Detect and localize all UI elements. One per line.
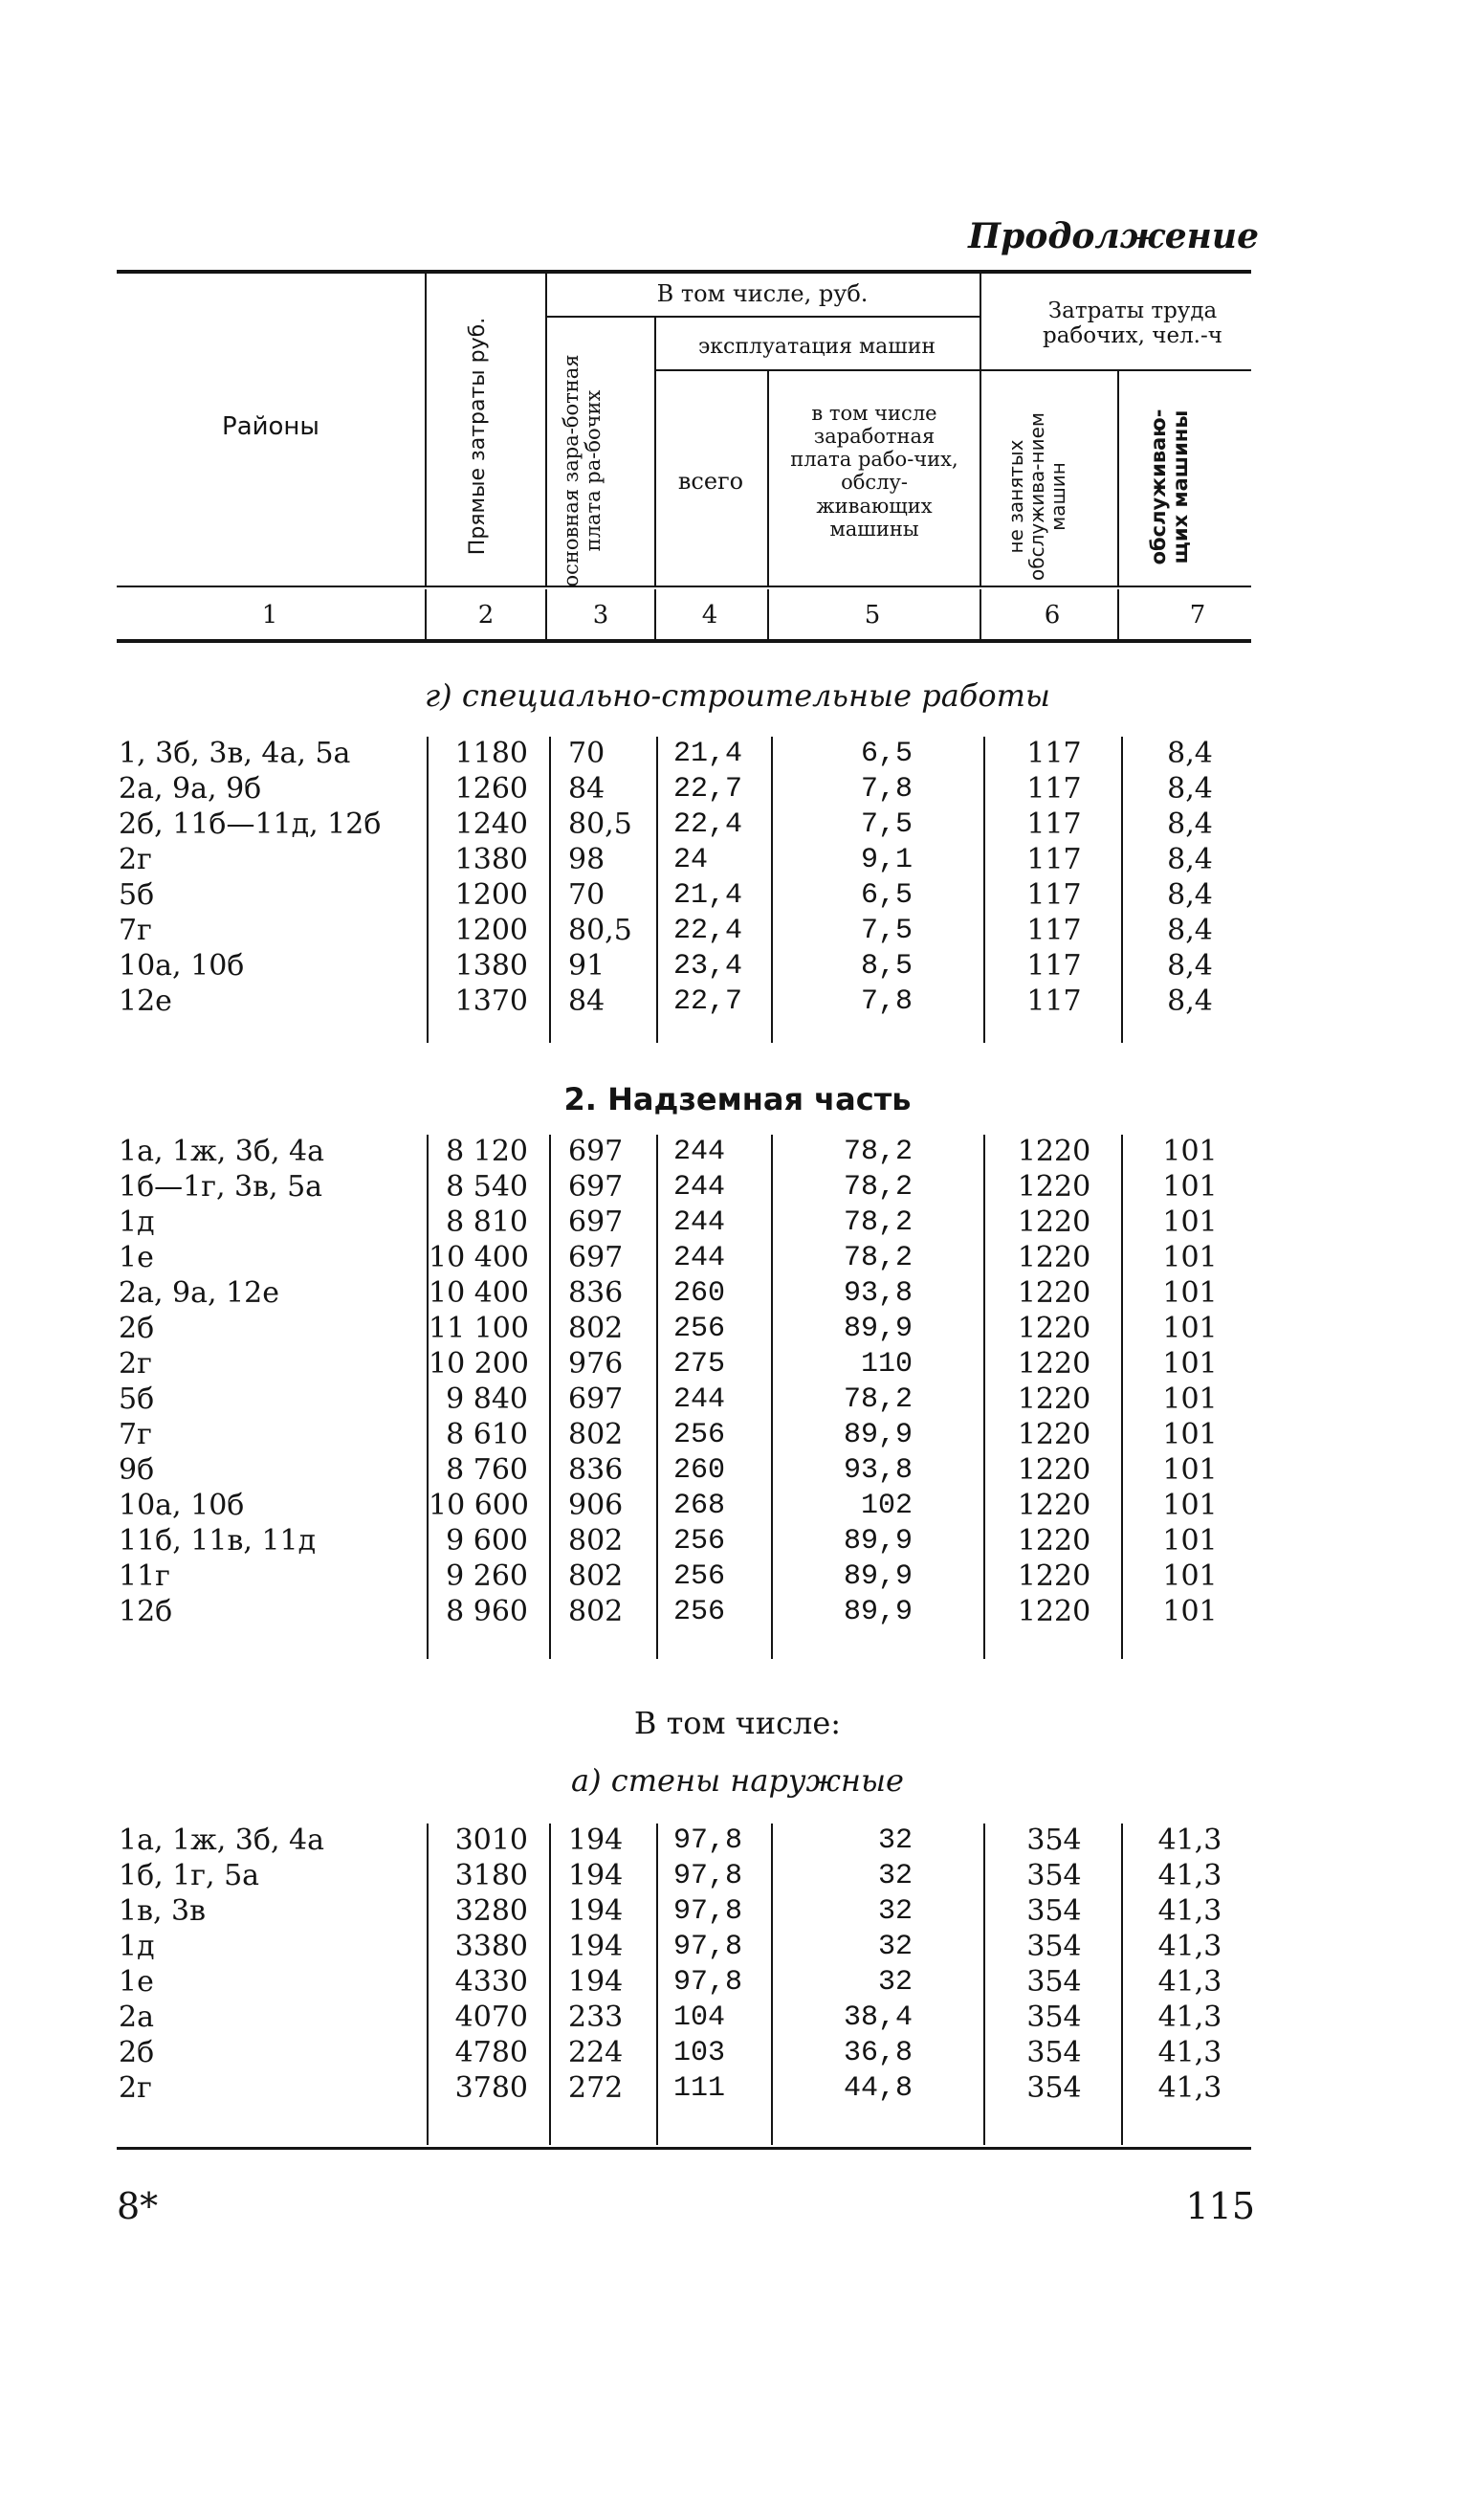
cell-labor-not-busy: 354 — [1026, 1965, 1082, 1999]
cell-machine-total: 97,8 — [673, 1931, 743, 1963]
cell-machine-total: 244 — [673, 1206, 726, 1239]
cell-labor-busy: 41,3 — [1157, 2071, 1222, 2105]
cell-machine-wage: 38,4 — [843, 2001, 913, 2034]
cell-base-wage: 224 — [568, 2036, 624, 2069]
cell-region: 7г — [119, 1418, 152, 1451]
cell-machine-wage: 78,2 — [843, 1206, 913, 1239]
table-row — [0, 949, 1475, 984]
cell-labor-busy: 41,3 — [1157, 1894, 1222, 1928]
section-above-title: 2. Надземная часть — [563, 1081, 912, 1117]
cell-base-wage: 80,5 — [568, 807, 632, 841]
cell-machine-total: 256 — [673, 1419, 726, 1451]
cell-base-wage: 802 — [568, 1524, 624, 1558]
cell-base-wage: 697 — [568, 1205, 624, 1239]
cell-labor-not-busy: 1220 — [1017, 1559, 1091, 1593]
cell-labor-not-busy: 1220 — [1017, 1205, 1091, 1239]
cell-base-wage: 836 — [568, 1453, 624, 1487]
num-sep-4 — [767, 589, 769, 639]
cell-base-wage: 836 — [568, 1276, 624, 1310]
cell-machine-total: 256 — [673, 1560, 726, 1593]
hdr-sep-5 — [980, 274, 981, 586]
cell-base-wage: 70 — [568, 737, 605, 770]
cell-region: 11б, 11в, 11д — [119, 1524, 317, 1558]
cell-direct-costs: 10 400 — [429, 1276, 529, 1310]
cell-direct-costs: 1200 — [454, 914, 528, 947]
header-busy: обслуживаю-щих машины — [1147, 409, 1193, 565]
cell-labor-not-busy: 117 — [1026, 984, 1082, 1018]
cell-region: 2б — [119, 1312, 155, 1345]
cell-machine-total: 22,4 — [673, 808, 743, 841]
cell-region: 12е — [119, 984, 172, 1018]
cell-labor-not-busy: 1220 — [1017, 1524, 1091, 1558]
cell-base-wage: 802 — [568, 1418, 624, 1451]
cell-base-wage: 697 — [568, 1170, 624, 1204]
cell-base-wage: 98 — [568, 843, 605, 876]
cell-machine-wage: 78,2 — [843, 1242, 913, 1274]
cell-direct-costs: 4070 — [454, 2001, 528, 2034]
cell-direct-costs: 1260 — [454, 772, 528, 806]
header-incl-rub: В том числе, руб. — [656, 280, 869, 307]
cell-region: 1е — [119, 1965, 154, 1999]
header-base-wage: основная зара-ботная плата ра-бочих — [560, 354, 605, 587]
rule-labor-under — [980, 369, 1251, 371]
cell-labor-busy: 101 — [1162, 1241, 1218, 1274]
cell-labor-not-busy: 117 — [1026, 772, 1082, 806]
cell-machine-total: 22,7 — [673, 985, 743, 1018]
cell-region: 1д — [119, 1205, 155, 1239]
cell-base-wage: 194 — [568, 1894, 624, 1928]
table-row — [0, 1595, 1475, 1629]
cell-region: 5б — [119, 1382, 155, 1416]
cell-region: 1б, 1г, 5а — [119, 1859, 260, 1892]
cell-direct-costs: 1240 — [454, 807, 528, 841]
cell-labor-not-busy: 1220 — [1017, 1595, 1091, 1628]
cell-machine-total: 244 — [673, 1242, 726, 1274]
cell-base-wage: 802 — [568, 1312, 624, 1345]
cell-direct-costs: 10 400 — [429, 1241, 529, 1274]
cell-region: 2а — [119, 2001, 154, 2034]
cell-labor-busy: 101 — [1162, 1347, 1218, 1381]
continuation-label: Продолжение — [968, 216, 1259, 256]
cell-direct-costs: 1200 — [454, 878, 528, 912]
cell-machine-total: 21,4 — [673, 879, 743, 912]
cell-machine-wage: 32 — [877, 1824, 913, 1857]
table-row — [0, 843, 1475, 877]
cell-labor-not-busy: 1220 — [1017, 1347, 1091, 1381]
colnum-bottom-rule — [117, 639, 1251, 643]
table-row — [0, 914, 1475, 948]
cell-machine-wage: 32 — [877, 1931, 913, 1963]
cell-machine-total: 23,4 — [673, 950, 743, 983]
cell-labor-busy: 8,4 — [1167, 843, 1213, 876]
cell-labor-not-busy: 354 — [1026, 2036, 1082, 2069]
cell-labor-busy: 41,3 — [1157, 2001, 1222, 2034]
cell-machine-wage: 89,9 — [843, 1525, 913, 1558]
cell-machine-wage: 102 — [860, 1490, 913, 1522]
cell-machine-wage: 78,2 — [843, 1383, 913, 1416]
cell-labor-not-busy: 1220 — [1017, 1489, 1091, 1522]
table-row — [0, 1347, 1475, 1382]
num-sep-5 — [980, 589, 981, 639]
cell-machine-total: 97,8 — [673, 1860, 743, 1892]
cell-region: 1б—1г, 3в, 5а — [119, 1170, 323, 1204]
table-row — [0, 772, 1475, 807]
cell-labor-busy: 41,3 — [1157, 1859, 1222, 1892]
cell-machine-wage: 89,9 — [843, 1560, 913, 1593]
cell-machine-total: 21,4 — [673, 738, 743, 770]
cell-direct-costs: 1180 — [454, 737, 528, 770]
cell-labor-busy: 8,4 — [1167, 807, 1213, 841]
colnum-1: 1 — [261, 601, 278, 630]
cell-base-wage: 272 — [568, 2071, 624, 2105]
cell-machine-total: 244 — [673, 1383, 726, 1416]
header-machine-op: эксплуатация машин — [697, 335, 936, 359]
cell-labor-busy: 41,3 — [1157, 2036, 1222, 2069]
cell-direct-costs: 3010 — [454, 1824, 528, 1857]
cell-direct-costs: 8 120 — [446, 1135, 528, 1168]
cell-machine-wage: 78,2 — [843, 1136, 913, 1168]
cell-base-wage: 84 — [568, 984, 605, 1018]
cell-machine-wage: 36,8 — [843, 2037, 913, 2069]
cell-labor-busy: 101 — [1162, 1382, 1218, 1416]
table-row — [0, 1453, 1475, 1488]
section-g-title: г) специально-строительные работы — [425, 677, 1050, 714]
cell-base-wage: 906 — [568, 1489, 624, 1522]
cell-region: 1в, 3в — [119, 1894, 207, 1928]
cell-base-wage: 194 — [568, 1965, 624, 1999]
cell-base-wage: 233 — [568, 2001, 624, 2034]
cell-direct-costs: 3280 — [454, 1894, 528, 1928]
header-incl-wage-machine: в том числе заработная плата рабо-чих, обслу-живающих машины — [790, 402, 958, 541]
cell-labor-busy: 101 — [1162, 1312, 1218, 1345]
cell-machine-total: 260 — [673, 1454, 726, 1487]
table-row — [0, 2001, 1475, 2035]
table-row — [0, 1859, 1475, 1893]
table-row — [0, 737, 1475, 771]
cell-region: 2г — [119, 1347, 152, 1381]
cell-labor-not-busy: 354 — [1026, 1824, 1082, 1857]
colnum-2: 2 — [477, 601, 495, 630]
colnum-6: 6 — [1044, 601, 1061, 630]
cell-labor-busy: 101 — [1162, 1595, 1218, 1628]
table-row — [0, 1205, 1475, 1240]
cell-region: 1д — [119, 1930, 155, 1963]
cell-direct-costs: 8 960 — [446, 1595, 528, 1628]
cell-direct-costs: 9 600 — [446, 1524, 528, 1558]
cell-machine-total: 104 — [673, 2001, 726, 2034]
cell-machine-wage: 7,5 — [860, 915, 913, 947]
cell-direct-costs: 1370 — [454, 984, 528, 1018]
cell-base-wage: 802 — [568, 1595, 624, 1628]
cell-machine-wage: 78,2 — [843, 1171, 913, 1204]
cell-labor-not-busy: 117 — [1026, 949, 1082, 983]
table-row — [0, 878, 1475, 913]
cell-machine-wage: 93,8 — [843, 1277, 913, 1310]
table-row — [0, 1930, 1475, 1964]
cell-labor-busy: 41,3 — [1157, 1965, 1222, 1999]
cell-base-wage: 70 — [568, 878, 605, 912]
hdr-sep-6 — [1117, 371, 1119, 586]
cell-machine-wage: 7,5 — [860, 808, 913, 841]
cell-direct-costs: 8 760 — [446, 1453, 528, 1487]
cell-direct-costs: 4780 — [454, 2036, 528, 2069]
table-row — [0, 1418, 1475, 1452]
section-walls-title: а) стены наружные — [571, 1762, 904, 1799]
cell-labor-busy: 101 — [1162, 1559, 1218, 1593]
cell-base-wage: 80,5 — [568, 914, 632, 947]
cell-labor-busy: 101 — [1162, 1489, 1218, 1522]
cell-region: 5б — [119, 878, 155, 912]
colnum-7: 7 — [1189, 601, 1206, 630]
cell-machine-total: 24 — [673, 844, 709, 876]
cell-machine-total: 97,8 — [673, 1895, 743, 1928]
cell-labor-not-busy: 1220 — [1017, 1170, 1091, 1204]
cell-machine-total: 111 — [673, 2072, 726, 2105]
cell-base-wage: 194 — [568, 1824, 624, 1857]
cell-labor-not-busy: 1220 — [1017, 1276, 1091, 1310]
table-row — [0, 1559, 1475, 1594]
cell-machine-wage: 89,9 — [843, 1596, 913, 1628]
cell-machine-total: 244 — [673, 1171, 726, 1204]
cell-direct-costs: 1380 — [454, 949, 528, 983]
cell-direct-costs: 4330 — [454, 1965, 528, 1999]
cell-base-wage: 976 — [568, 1347, 624, 1381]
num-sep-2 — [545, 589, 547, 639]
cell-machine-total: 22,7 — [673, 773, 743, 806]
section-incl-title: В том числе: — [633, 1705, 842, 1741]
table-row — [0, 984, 1475, 1019]
header-labor: Затраты труда рабочих, чел.-ч — [1043, 298, 1222, 349]
table-row — [0, 1312, 1475, 1346]
cell-direct-costs: 11 100 — [429, 1312, 529, 1345]
cell-labor-busy: 101 — [1162, 1453, 1218, 1487]
cell-machine-total: 244 — [673, 1136, 726, 1168]
cell-region: 9б — [119, 1453, 155, 1487]
cell-labor-busy: 8,4 — [1167, 878, 1213, 912]
table-row — [0, 1382, 1475, 1417]
cell-machine-total: 256 — [673, 1525, 726, 1558]
cell-labor-not-busy: 354 — [1026, 1930, 1082, 1963]
hdr-sep-4 — [767, 371, 769, 586]
cell-labor-not-busy: 1220 — [1017, 1418, 1091, 1451]
cell-machine-wage: 8,5 — [860, 950, 913, 983]
cell-region: 1, 3б, 3в, 4а, 5а — [119, 737, 351, 770]
rule-incl-under — [545, 316, 980, 318]
cell-region: 2б, 11б—11д, 12б — [119, 807, 382, 841]
hdr-sep-2 — [545, 274, 547, 586]
cell-direct-costs: 8 540 — [446, 1170, 528, 1204]
cell-labor-not-busy: 354 — [1026, 2001, 1082, 2034]
cell-labor-busy: 8,4 — [1167, 772, 1213, 806]
table-bottom-rule — [117, 2147, 1251, 2150]
cell-machine-wage: 7,8 — [860, 773, 913, 806]
cell-labor-not-busy: 117 — [1026, 878, 1082, 912]
cell-region: 10а, 10б — [119, 1489, 245, 1522]
cell-machine-wage: 9,1 — [860, 844, 913, 876]
num-sep-6 — [1117, 589, 1119, 639]
cell-labor-not-busy: 1220 — [1017, 1382, 1091, 1416]
cell-machine-total: 256 — [673, 1313, 726, 1345]
cell-machine-total: 256 — [673, 1596, 726, 1628]
cell-labor-busy: 8,4 — [1167, 737, 1213, 770]
cell-region: 12б — [119, 1595, 173, 1628]
cell-direct-costs: 9 840 — [446, 1382, 528, 1416]
header-direct-costs: Прямые затраты руб. — [466, 317, 490, 556]
num-sep-1 — [425, 589, 427, 639]
cell-machine-wage: 32 — [877, 1966, 913, 1999]
colnum-3: 3 — [592, 601, 609, 630]
cell-region: 1е — [119, 1241, 154, 1274]
cell-machine-total: 97,8 — [673, 1966, 743, 1999]
cell-region: 11г — [119, 1559, 170, 1593]
cell-direct-costs: 3380 — [454, 1930, 528, 1963]
table-row — [0, 2071, 1475, 2106]
hdr-sep-1 — [425, 274, 427, 586]
cell-machine-total: 260 — [673, 1277, 726, 1310]
cell-region: 10а, 10б — [119, 949, 245, 983]
cell-machine-total: 275 — [673, 1348, 726, 1381]
cell-region: 1а, 1ж, 3б, 4а — [119, 1135, 324, 1168]
cell-machine-wage: 32 — [877, 1895, 913, 1928]
cell-machine-wage: 89,9 — [843, 1419, 913, 1451]
cell-labor-not-busy: 117 — [1026, 737, 1082, 770]
cell-region: 2а, 9а, 12е — [119, 1276, 280, 1310]
cell-labor-not-busy: 1220 — [1017, 1453, 1091, 1487]
cell-labor-not-busy: 354 — [1026, 1859, 1082, 1892]
cell-direct-costs: 3180 — [454, 1859, 528, 1892]
table-row — [0, 1170, 1475, 1205]
cell-labor-busy: 101 — [1162, 1418, 1218, 1451]
cell-direct-costs: 9 260 — [446, 1559, 528, 1593]
cell-machine-total: 268 — [673, 1490, 726, 1522]
cell-machine-total: 103 — [673, 2037, 726, 2069]
cell-direct-costs: 8 810 — [446, 1205, 528, 1239]
colnum-5: 5 — [864, 601, 881, 630]
cell-labor-not-busy: 354 — [1026, 2071, 1082, 2105]
cell-machine-wage: 7,8 — [860, 985, 913, 1018]
cell-base-wage: 697 — [568, 1241, 624, 1274]
table-row — [0, 1135, 1475, 1169]
cell-base-wage: 697 — [568, 1382, 624, 1416]
table-top-rule — [117, 270, 1251, 274]
cell-machine-total: 97,8 — [673, 1824, 743, 1857]
cell-region: 1а, 1ж, 3б, 4а — [119, 1824, 324, 1857]
rule-machine-under — [654, 369, 980, 371]
table-row — [0, 1276, 1475, 1311]
cell-machine-wage: 89,9 — [843, 1313, 913, 1345]
header-not-busy: не занятых обслужива-нием машин — [1004, 412, 1069, 581]
cell-labor-not-busy: 117 — [1026, 807, 1082, 841]
cell-labor-not-busy: 1220 — [1017, 1241, 1091, 1274]
cell-machine-wage: 6,5 — [860, 879, 913, 912]
table-row — [0, 1894, 1475, 1929]
table-row — [0, 1489, 1475, 1523]
cell-base-wage: 194 — [568, 1859, 624, 1892]
cell-labor-busy: 101 — [1162, 1205, 1218, 1239]
cell-labor-not-busy: 117 — [1026, 843, 1082, 876]
cell-labor-busy: 101 — [1162, 1524, 1218, 1558]
cell-labor-not-busy: 117 — [1026, 914, 1082, 947]
cell-machine-wage: 44,8 — [843, 2072, 913, 2105]
cell-labor-busy: 41,3 — [1157, 1930, 1222, 1963]
cell-labor-busy: 101 — [1162, 1135, 1218, 1168]
cell-region: 2б — [119, 2036, 155, 2069]
cell-labor-not-busy: 1220 — [1017, 1135, 1091, 1168]
table-row — [0, 2036, 1475, 2070]
cell-labor-not-busy: 354 — [1026, 1894, 1082, 1928]
cell-direct-costs: 10 600 — [429, 1489, 529, 1522]
cell-labor-busy: 8,4 — [1167, 984, 1213, 1018]
cell-base-wage: 91 — [568, 949, 605, 983]
cell-region: 2а, 9а, 9б — [119, 772, 262, 806]
cell-direct-costs: 8 610 — [446, 1418, 528, 1451]
cell-base-wage: 802 — [568, 1559, 624, 1593]
table-row — [0, 1965, 1475, 2000]
cell-machine-wage: 6,5 — [860, 738, 913, 770]
cell-base-wage: 84 — [568, 772, 605, 806]
cell-labor-busy: 41,3 — [1157, 1824, 1222, 1857]
cell-machine-wage: 110 — [860, 1348, 913, 1381]
cell-base-wage: 697 — [568, 1135, 624, 1168]
cell-labor-busy: 8,4 — [1167, 949, 1213, 983]
table-row — [0, 1241, 1475, 1275]
table-row — [0, 1824, 1475, 1858]
cell-labor-busy: 8,4 — [1167, 914, 1213, 947]
cell-labor-busy: 101 — [1162, 1170, 1218, 1204]
cell-direct-costs: 3780 — [454, 2071, 528, 2105]
cell-base-wage: 194 — [568, 1930, 624, 1963]
header-regions: Районы — [222, 412, 319, 441]
colnum-4: 4 — [701, 601, 718, 630]
cell-direct-costs: 10 200 — [429, 1347, 529, 1381]
cell-region: 2г — [119, 2071, 152, 2105]
cell-machine-total: 22,4 — [673, 915, 743, 947]
cell-labor-not-busy: 1220 — [1017, 1312, 1091, 1345]
table-row — [0, 807, 1475, 842]
num-sep-3 — [654, 589, 656, 639]
cell-region: 2г — [119, 843, 152, 876]
cell-labor-busy: 101 — [1162, 1276, 1218, 1310]
cell-machine-wage: 93,8 — [843, 1454, 913, 1487]
page-number: 115 — [1185, 2185, 1255, 2227]
header-total: всего — [677, 468, 744, 495]
footer-signature: 8* — [117, 2185, 159, 2227]
cell-direct-costs: 1380 — [454, 843, 528, 876]
cell-machine-wage: 32 — [877, 1860, 913, 1892]
table-row — [0, 1524, 1475, 1558]
cell-region: 7г — [119, 914, 152, 947]
